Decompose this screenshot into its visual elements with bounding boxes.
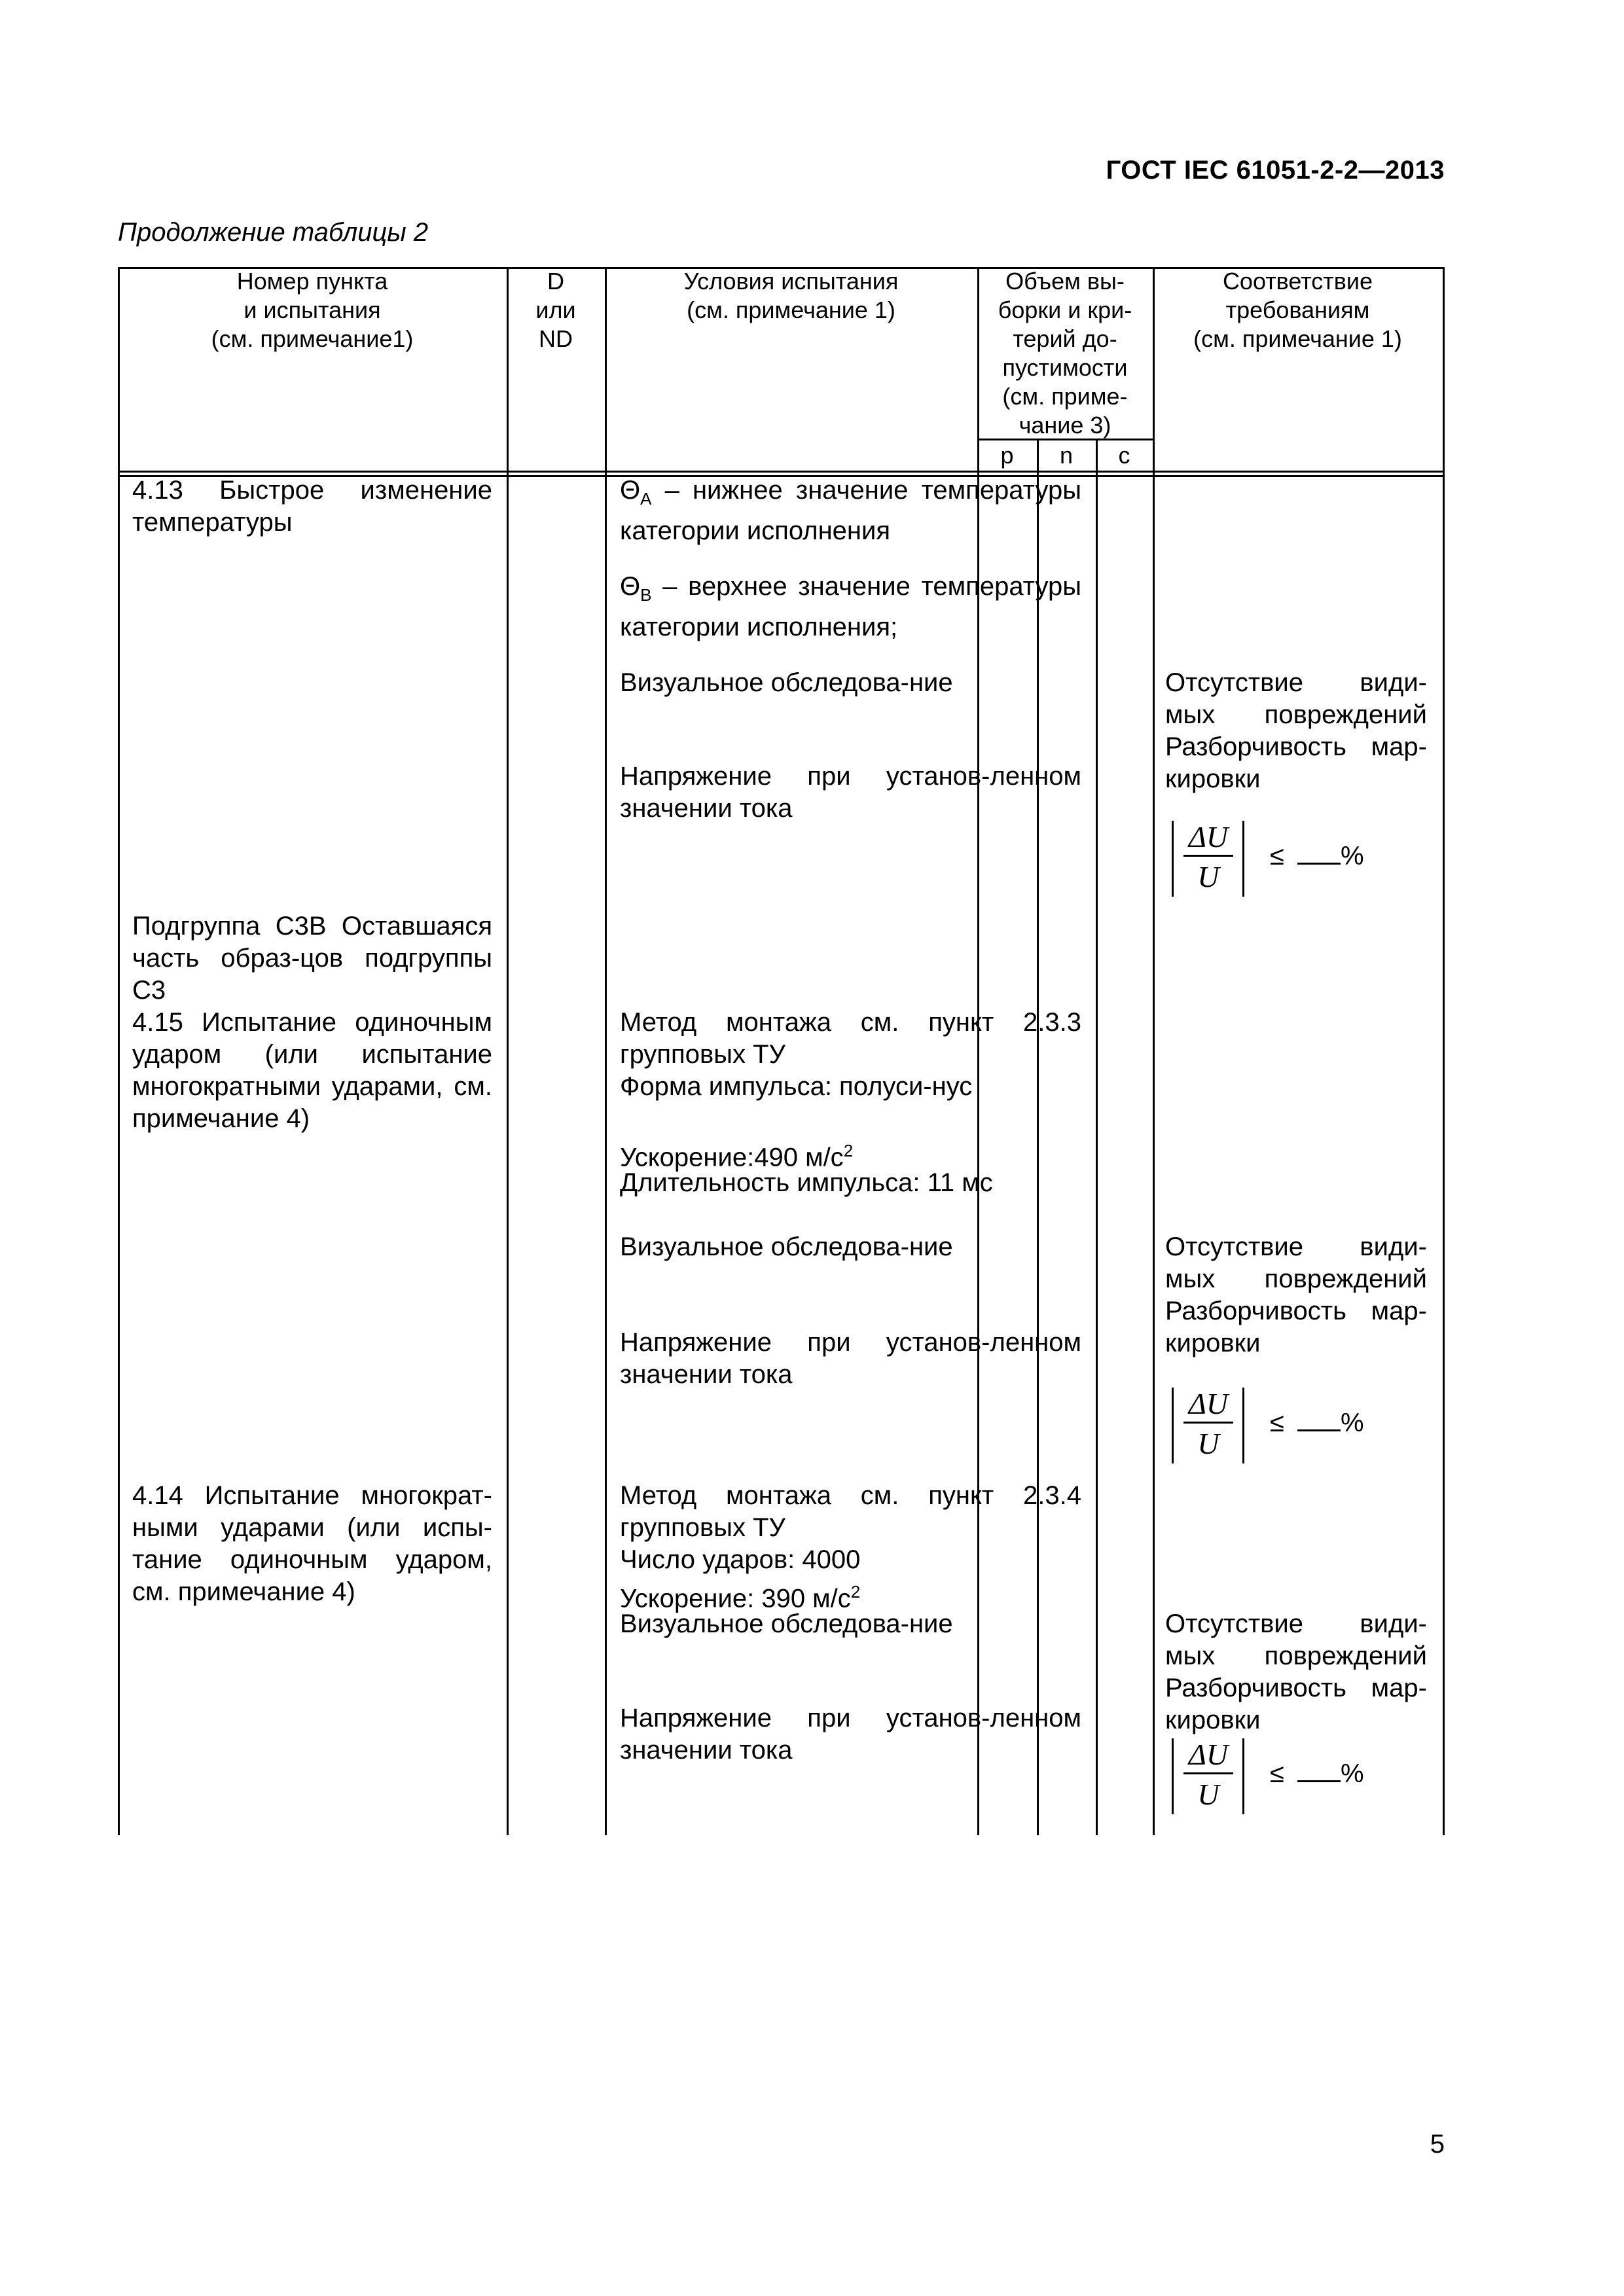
row-4-14-cond-shock-count: Число ударов: 4000 xyxy=(620,1545,861,1574)
abs-bar-right xyxy=(1242,1738,1244,1814)
abs-bar-right xyxy=(1242,821,1244,897)
subgroup-c3b: Подгруппа С3В Оставшаяся часть образ-цов подгруппы С3 xyxy=(132,912,492,1005)
row-4-13-item: 4.13 Быстрое изменение температуры xyxy=(132,476,492,537)
row-4-13-cond-theta-b: $\Theta_B$ – верхнее значение температуры категории исполнения; xyxy=(620,572,1081,641)
row-4-15-item: 4.15 Испытание одиночным ударом (или испытание многократными ударами, см. примечание 4) xyxy=(132,1008,492,1133)
header-n: n xyxy=(1059,442,1074,469)
header-item-number: Номер пункта и испытания (см. примечание1) xyxy=(211,268,414,352)
blank-value xyxy=(1297,1429,1341,1431)
row-4-14-cond-mounting: Метод монтажа см. пункт 2.3.4 групповых ТУ xyxy=(620,1481,1081,1542)
header-p: p xyxy=(1000,442,1014,469)
row-4-15-cond-pulse-shape: Форма импульса: полуси-нус xyxy=(620,1072,973,1101)
test-table xyxy=(118,267,1445,1835)
page-number: 5 xyxy=(1430,2130,1445,2159)
row-4-13-cond-theta-a: $\Theta_A$ – нижнее значение температуры категории исполнения xyxy=(620,476,1081,545)
row-4-15-cond-visual: Визуальное обследова-ние xyxy=(620,1232,953,1261)
header-c: c xyxy=(1118,442,1130,469)
blank-value xyxy=(1297,863,1341,865)
delta-u-fraction: $\frac{\Delta U}{U}$ xyxy=(1183,1386,1233,1464)
row-4-15-cond-mounting: Метод монтажа см. пункт 2.3.3 групповых ТУ xyxy=(620,1008,1081,1069)
document-code: ГОСТ IEC 61051-2-2—2013 xyxy=(1106,156,1445,185)
col-divider-1 xyxy=(507,267,509,1835)
row-4-15-cond-acceleration: Ускорение:490 $м/с^2$ xyxy=(620,1141,854,1172)
row-4-13-requirement: Отсутствие види-мых повреждений Разборчивость мар-кировки xyxy=(1165,668,1427,793)
row-4-15-formula: $\frac{\Delta U}{U}$ ≤ % xyxy=(1172,1384,1381,1467)
row-4-14-cond-voltage: Напряжение при установ-ленном значении тока xyxy=(620,1704,1081,1765)
table-border-right xyxy=(1443,267,1445,1835)
abs-bar-left xyxy=(1172,1388,1174,1463)
header-sample-size: Объем вы- борки и кри- терий до- пустимости (см. приме- чание 3) xyxy=(998,268,1132,439)
header-bottom-line-1 xyxy=(118,471,1445,473)
delta-u-fraction: $\frac{\Delta U}{U}$ xyxy=(1183,819,1233,897)
abs-bar-left xyxy=(1172,1738,1174,1814)
table-border-left xyxy=(118,267,120,1835)
row-4-14-cond-acceleration: Ускорение: 390 $м/с^2$ xyxy=(620,1582,861,1613)
header-d-nd: D или ND xyxy=(535,268,576,352)
header-test-conditions: Условия испытания (см. примечание 1) xyxy=(683,268,899,323)
row-4-15-cond-duration: Длительность импульса: 11 мс xyxy=(620,1168,993,1197)
col-divider-n-c xyxy=(1096,439,1098,1835)
row-4-15-cond-voltage: Напряжение при установ-ленном значении тока xyxy=(620,1328,1081,1389)
abs-bar-left xyxy=(1172,821,1174,897)
table-caption: Продолжение таблицы 2 xyxy=(118,218,429,247)
row-4-14-formula: $\frac{\Delta U}{U}$ ≤ % xyxy=(1172,1734,1381,1818)
row-4-15-requirement: Отсутствие види-мых повреждений Разборчивость мар-кировки xyxy=(1165,1232,1427,1357)
col-divider-4 xyxy=(1153,267,1155,1835)
row-4-14-cond-visual: Визуальное обследова-ние xyxy=(620,1609,953,1638)
row-4-14-item: 4.14 Испытание многократ-ными ударами (или испы-тание одиночным ударом, см. примечание 4) xyxy=(132,1481,492,1606)
blank-value xyxy=(1297,1780,1341,1782)
header-compliance: Соответствие требованиям (см. примечание 1) xyxy=(1193,268,1402,352)
row-4-13-cond-voltage: Напряжение при установ-ленном значении тока xyxy=(620,762,1081,823)
row-4-13-cond-visual: Визуальное обследова-ние xyxy=(620,668,953,697)
col-divider-2 xyxy=(605,267,607,1835)
delta-u-fraction: $\frac{\Delta U}{U}$ xyxy=(1183,1737,1233,1815)
abs-bar-right xyxy=(1242,1388,1244,1463)
row-4-14-requirement: Отсутствие види-мых повреждений Разборчивость мар-кировки xyxy=(1165,1609,1427,1734)
row-4-13-formula: $\frac{\Delta U}{U}$ ≤ % xyxy=(1172,817,1381,901)
